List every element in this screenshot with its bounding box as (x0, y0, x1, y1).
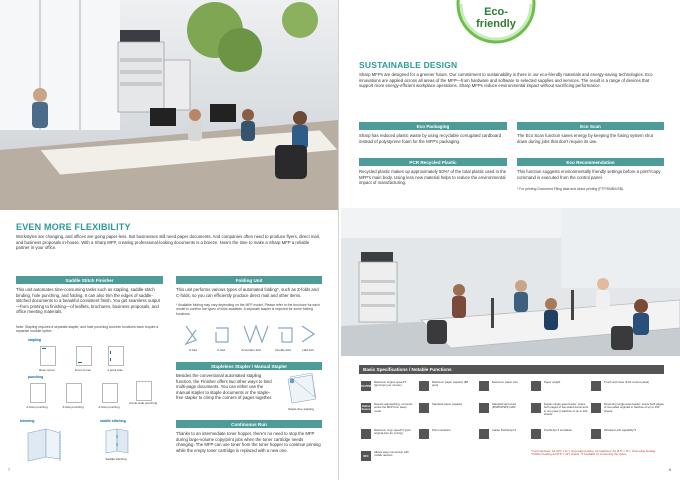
continuous-run-text: Thanks to an intermediate toner hopper, there's no need to stop the MFP during large-volume copy/print jobs when the toner cartridge needs changing. The MFP can use toner from the toner hopper to continue printing while the empty toner cartridge is replaced with a new one. (176, 431, 321, 453)
staple-two-point-diagram (108, 346, 124, 366)
punch-label-4-wide: 4-hole wide punching (128, 401, 158, 405)
staple-front-corner-diagram (76, 346, 92, 366)
office-photo-right (341, 208, 680, 356)
folding-unit-text: This unit performs various types of automated folding*, such as Z-folds and C-folds, so you can efficiently produce direct mail and other items. (176, 287, 319, 298)
eco-scan-text: The Eco Scan function saves energy by keeping the fusing system shut down during jobs that don't require its use. (517, 133, 653, 144)
spec-reversing-feeder: Reversing single-pass feeder; scans both pages of two-sided originals in batches of up to 100 sheets (604, 402, 664, 413)
sustainable-intro: Sharp MFPs are designed for a greener future. Our commitment to sustainability is there in our eco-friendly materials and energy-saving technologies. Eco innovations are applied across all areas of the MFP—from hardware and software to selected supplies and services. The result is a range of devices that support more energy-efficient workplace operations. Sharp MFPs reduce environmental impact without sacrificing performance. (359, 72, 653, 89)
stapling-label: stapling (28, 338, 41, 342)
stapleless-stapler-heading: Stapleless Stapler / Manual Stapler (176, 362, 322, 370)
staple-rear-corner-diagram (40, 346, 56, 366)
trimming-diagram (24, 427, 64, 463)
punch-2-hole-diagram (30, 383, 46, 403)
eco-recommendation-heading: Eco Recommendation (517, 158, 664, 166)
saddle-stitch-text: This unit automates time-consuming tasks such as stapling, saddle-stitch binding, hole punching, and folding. It can also trim the edges of saddle-stitched documents to a beautiful consistent finish. You get seamless output—from printing to finishing—of leaflets, brochures, business proposals, and office meeting materials. (16, 287, 160, 315)
eco-recommendation-note: * For printing Document Filing data and direct printing (FTP/SMB/USB). (517, 187, 625, 191)
copy-speed-icon (361, 429, 371, 439)
pcr-plastic-text: Recycled plastic makes up approximately 50%* of the total plastic used in the MFP's main body. Using less new material helps to reduce the environmental impact of manufacturing. (359, 169, 507, 186)
eco-packaging-heading: Eco Packaging (359, 122, 507, 130)
punch-4-hole-wide-diagram (136, 381, 152, 401)
online-source-icon: Online Source (361, 405, 371, 411)
trimming-label: trimming (20, 419, 35, 423)
fold-label-c: C-fold (216, 348, 225, 352)
saddle-stitching-label: saddle stitching (100, 419, 126, 423)
office-photo-left (0, 0, 338, 210)
spec-max-paper-size: Maximum paper size (492, 380, 518, 384)
page-number-left: 7 (8, 468, 10, 472)
eco-badge-line1: Eco- (484, 6, 508, 18)
punch-label-2: 2-hole punching (26, 405, 48, 409)
spec-paper-weight: Paper weight (544, 380, 561, 384)
staple-free-diagram (282, 373, 322, 405)
eco-scan-heading: Eco Scan (517, 122, 664, 130)
paper-weight-icon (531, 381, 541, 391)
staple-label-two-point: 2 point side (107, 368, 123, 372)
paper-size-icon (479, 381, 489, 391)
postscript-icon (479, 429, 489, 439)
spec-duplex-feeder: Duplex single-pass feeder; scans both pages of two-sided documents in one pass in batches of up to 100 sheets (544, 402, 589, 417)
spec-motion-sensor: Detects approaching, connects online the MFP from sleep mode (374, 402, 413, 413)
spec-print-resolution: Print resolution (432, 428, 451, 432)
eco-badge-line2: friendly (476, 18, 516, 30)
spec-engine-speed: Maximum engine speed*1 (ppm/opm per minute) (374, 380, 407, 388)
accordion-fold-diagram (244, 326, 268, 342)
page-number-right: 8 (669, 468, 671, 472)
fold-label-half: Half-fold (302, 348, 314, 352)
touch-panel-icon (591, 381, 601, 391)
wireless-lan-icon (591, 429, 601, 439)
punch-label-4: 4-hole punching (98, 405, 120, 409)
saddle-stitching-caption: Saddle stitching (105, 457, 127, 461)
staple-label-rear: Rear corner (39, 368, 55, 372)
specs-heading: Basic Specifications / Notable Functions (359, 365, 664, 374)
punch-4-hole-diagram (102, 383, 118, 403)
punch-3-hole-diagram (66, 383, 82, 403)
double-fold-diagram (278, 328, 292, 342)
spec-adobe-postscript: Adobe PostScript 3 (492, 428, 516, 432)
adf-icon (479, 403, 489, 413)
left-page (0, 0, 339, 480)
fold-label-accordion: Accordion-fold (241, 348, 261, 352)
spec-nfc: Allows easy connection with mobile devices (374, 450, 409, 458)
folding-unit-note: * Available folding may vary depending on the MFP model. Please refer to the brochure for each model to confirm the types of folds available. A separate stapler is required for some folding functions. (176, 303, 320, 316)
pcr-plastic-heading: PCR Recycled Plastic (359, 158, 507, 166)
duplex-feeder-icon (531, 403, 541, 413)
punch-label-3: 3-hole punching (62, 405, 84, 409)
eco-packaging-text: Sharp has reduced plastic waste by using recyclable corrugated cardboard instead of polystyrene foam for the MFP's packaging. (359, 133, 502, 144)
saddle-stitch-heading: Saddle Stitch Finisher (16, 276, 163, 284)
z-fold-diagram (186, 326, 196, 344)
staple-free-caption: Staple-free stapling (288, 407, 314, 411)
fold-label-double: Double-fold (275, 348, 291, 352)
spec-touch-panel: Touch and close (6.02 control panel) (604, 380, 650, 384)
saddle-stitch-note: Note: Stapling requires a separate stapler, and hole punching and trim functions each require a separate module option. (16, 325, 159, 334)
c-fold-diagram (216, 328, 228, 342)
eco-badge-text (464, 6, 528, 30)
stapleless-stapler-text: Besides the conventional automated stapling function, the Finisher offers two other ways to bind multi-page documents. You can either use the manual stapler to staple documents or the staple-free stapler to crimp the corners of pages together. (176, 373, 273, 401)
page-title-sustainable: SUSTAINABLE DESIGN (359, 60, 458, 70)
ppm-icon: XX PPM (361, 381, 371, 391)
saddle-stitching-diagram (102, 427, 132, 455)
paper-capacity-icon (419, 381, 429, 391)
reversing-feeder-icon (591, 403, 601, 413)
flexibility-intro: Workstyles are changing, and offices are going paper-less. But businesses still need paper documents. And companies often need to produce flyers, direct mail, and business proposals in-house. With a Sharp MFP, creating professional-looking documents is a breeze. Now's the time to make a Sharp MFP a reliable partner in your office. (16, 234, 320, 251)
staple-label-front: Front corner (74, 368, 92, 372)
resolution-icon (419, 429, 429, 439)
folding-unit-heading: Folding Unit (176, 276, 322, 284)
continuous-run-heading: Continuous Run (176, 420, 322, 428)
spec-footnotes: *1 A4 machines: A4 (8.5" x 11"), long-edge feeding. A3 machines: A4 (8.5" x 11"), short-edge feeding. *2 When feeding A4 (8.5" x 11") sheets. *3 Available by connecting the option. (531, 449, 656, 457)
eco-recommendation-text: This function suggests environmentally friendly settings before a print*/copy command is executed from the control panel. (517, 169, 661, 180)
ps-emulation-icon (531, 429, 541, 439)
spec-standard-paper: Standard paper capacity (432, 402, 463, 406)
spec-wireless-lan: Wireless LAN capability*3 (604, 428, 637, 432)
nfc-icon: NFC (361, 451, 371, 461)
spec-max-paper-capacity: Maximum paper capacity (B5 gsm) (432, 380, 469, 388)
spec-auto-feed: Standard auto-feed (RSPF/DSPF) ADF (492, 402, 516, 410)
fold-diagrams (182, 322, 320, 346)
right-page (341, 0, 680, 480)
spec-ps-emulation: PostScript 3 emulation (544, 428, 572, 432)
punching-label: punching (28, 375, 44, 379)
page-title-flexibility: EVEN MORE FLEXIBILITY (16, 222, 131, 232)
fold-label-z: Z-fold (189, 348, 197, 352)
standard-paper-icon (419, 403, 429, 413)
spec-copy-speed: Maximum copy speed*2 (ppm original-size for mixing) (374, 428, 411, 436)
half-fold-diagram (302, 326, 314, 342)
